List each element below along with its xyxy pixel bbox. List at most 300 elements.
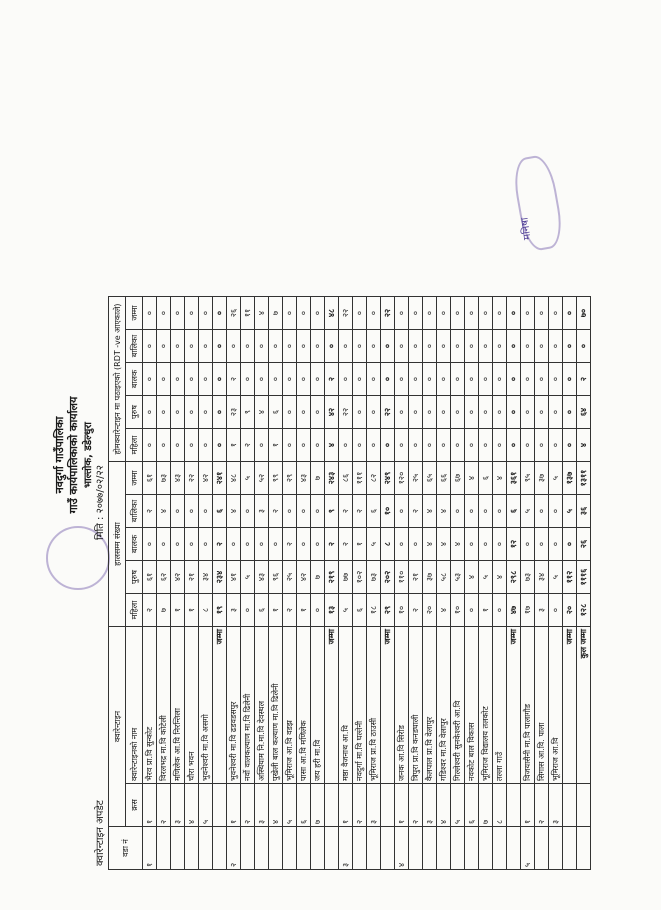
cell-count: ४२ <box>199 462 213 495</box>
cell-rdt-count: ० <box>381 429 395 462</box>
cell-sn: ६ <box>465 784 479 827</box>
cell-count: १२० <box>395 462 409 495</box>
cell-rdt-count: ० <box>437 297 451 330</box>
cell-count: ८ <box>199 594 213 627</box>
cell-rdt-count: ० <box>311 363 325 396</box>
cell-rdt-count: ० <box>549 396 563 429</box>
cell-count: २५ <box>283 561 297 594</box>
cell-count: ११२ <box>563 561 577 594</box>
table-row <box>353 297 367 870</box>
header-name: क्वारेन्टाइनको नाम <box>126 627 143 784</box>
cell-rdt-count: ० <box>493 363 507 396</box>
cell-count: ११० <box>395 561 409 594</box>
table-subtotal-row <box>563 297 577 870</box>
cell-rdt-count: ० <box>493 429 507 462</box>
cell-rdt-count: ० <box>157 363 171 396</box>
cell-rdt-count: ० <box>465 396 479 429</box>
cell-count: ० <box>185 528 199 561</box>
cell-count: ४३ <box>255 561 269 594</box>
cell-rdt-count: ० <box>367 330 381 363</box>
cell-name: भूमिराज आ.वि <box>549 627 563 784</box>
cell-rdt-count: ० <box>241 363 255 396</box>
cell-rdt-count: ० <box>423 297 437 330</box>
cell-name: विजयासैनी मा.वि पालागौड <box>521 627 535 784</box>
cell-rdt-count: ० <box>185 429 199 462</box>
header-sn: क्रस <box>126 784 143 827</box>
cell-rdt-count: ० <box>395 297 409 330</box>
cell-rdt-count: ० <box>409 330 423 363</box>
table-row <box>241 297 255 870</box>
cell-sn <box>381 784 395 827</box>
cell-rdt-count: २ <box>241 429 255 462</box>
cell-name: भूमिराज विद्यालय तलकोट <box>479 627 493 784</box>
cell-count: २१ <box>409 561 423 594</box>
cell-rdt-count: ० <box>171 297 185 330</box>
cell-rdt-count: ६४ <box>577 396 591 429</box>
cell-count: २ <box>283 528 297 561</box>
table-row <box>451 297 465 870</box>
cell-ward <box>283 827 297 870</box>
cell-rdt-count: ९ <box>241 396 255 429</box>
cell-count: ३ <box>535 594 549 627</box>
cell-sn: ३ <box>549 784 563 827</box>
cell-rdt-count: ० <box>185 297 199 330</box>
cell-count: ८६ <box>339 462 353 495</box>
cell-count: २९ <box>283 462 297 495</box>
header-girl: बालिका <box>126 495 143 528</box>
cell-count: ९५ <box>521 462 535 495</box>
cell-count: ० <box>521 528 535 561</box>
cell-rdt-count: ० <box>521 363 535 396</box>
cell-count: ९ <box>325 495 339 528</box>
cell-sn <box>213 784 227 827</box>
cell-count: १३ <box>325 594 339 627</box>
cell-count: ३ <box>255 495 269 528</box>
header-rdt-girl: बालिका <box>126 330 143 363</box>
cell-count: १ <box>185 594 199 627</box>
cell-rdt-count: ७० <box>577 297 591 330</box>
cell-ward <box>171 827 185 870</box>
cell-rdt-count: ० <box>171 429 185 462</box>
table-row <box>157 297 171 870</box>
cell-count: ९६ <box>269 561 283 594</box>
cell-rdt-count: ० <box>157 297 171 330</box>
cell-count: ४ <box>437 495 451 528</box>
cell-rdt-count: ० <box>367 297 381 330</box>
cell-rdt-count: ० <box>409 396 423 429</box>
table-row <box>269 297 283 870</box>
cell-count: ० <box>395 528 409 561</box>
cell-rdt-count: ० <box>185 330 199 363</box>
cell-name: भूमिराज प्रा.वि ठाउसी <box>367 627 381 784</box>
cell-name: तल्ला गाउँ <box>493 627 507 784</box>
cell-count: ० <box>535 528 549 561</box>
cell-rdt-count: ० <box>521 297 535 330</box>
cell-count: ० <box>171 495 185 528</box>
cell-count: २ <box>213 528 227 561</box>
cell-sn: ३ <box>255 784 269 827</box>
cell-count: ५३ <box>451 561 465 594</box>
cell-ward <box>241 827 255 870</box>
cell-rdt-count: ० <box>353 330 367 363</box>
table-row <box>409 297 423 870</box>
cell-count: २ <box>339 495 353 528</box>
table-subtotal-row <box>325 297 339 870</box>
cell-name: भुवनेश्वरी मा.वि असगो <box>199 627 213 784</box>
cell-sn: ७ <box>479 784 493 827</box>
cell-count: २४१ <box>213 462 227 495</box>
cell-rdt-count: ० <box>479 363 493 396</box>
cell-rdt-count: ४ <box>577 429 591 462</box>
cell-ward <box>549 827 563 870</box>
cell-rdt-count: ० <box>311 429 325 462</box>
cell-count: २ <box>409 495 423 528</box>
cell-rdt-count: २२ <box>339 297 353 330</box>
cell-rdt-count: ० <box>507 396 521 429</box>
cell-sn: ३ <box>423 784 437 827</box>
cell-count: ४१ <box>227 561 241 594</box>
table-subtotal-row <box>213 297 227 870</box>
cell-ward <box>255 827 269 870</box>
header-ward: वडा नं <box>109 827 143 870</box>
cell-rdt-count: ० <box>549 429 563 462</box>
cell-count: ७ <box>311 561 325 594</box>
cell-ward <box>577 827 591 870</box>
cell-count: २ <box>353 495 367 528</box>
cell-rdt-count: ० <box>143 363 157 396</box>
cell-count: ० <box>171 528 185 561</box>
cell-rdt-count: ० <box>213 396 227 429</box>
cell-count: ० <box>465 528 479 561</box>
cell-rdt-count: ० <box>283 396 297 429</box>
cell-count: २ <box>339 528 353 561</box>
cell-rdt-count: ० <box>283 330 297 363</box>
office-name: गाउँ कार्यपालिकाको कार्यालय <box>67 396 80 514</box>
cell-count: २ <box>143 495 157 528</box>
cell-count: ० <box>549 528 563 561</box>
cell-sn: ५ <box>451 784 465 827</box>
cell-rdt-count: ० <box>479 297 493 330</box>
cell-sn: २ <box>241 784 255 827</box>
cell-rdt-count: ० <box>381 363 395 396</box>
cell-sn <box>577 784 591 827</box>
signature: मनिषा <box>519 216 534 241</box>
cell-rdt-count: ० <box>199 429 213 462</box>
cell-rdt-count: ० <box>395 363 409 396</box>
cell-rdt-count: ० <box>563 297 577 330</box>
cell-rdt-count: ० <box>465 363 479 396</box>
cell-count: ४ <box>157 495 171 528</box>
cell-count: २४३ <box>325 462 339 495</box>
document-date: मिति : २०७७/०२/२२ <box>95 465 106 540</box>
cell-name: जम्मा <box>213 627 227 784</box>
cell-rdt-count: ० <box>535 330 549 363</box>
cell-sn: १ <box>143 784 157 827</box>
cell-count: ४ <box>437 594 451 627</box>
cell-ward <box>185 827 199 870</box>
header-boy: बालक <box>126 528 143 561</box>
cell-count: १११६ <box>577 561 591 594</box>
cell-sn: ४ <box>185 784 199 827</box>
cell-count: २२ <box>185 462 199 495</box>
cell-count: १२ <box>507 528 521 561</box>
cell-rdt-count: ० <box>367 396 381 429</box>
cell-rdt-count: ० <box>199 297 213 330</box>
cell-rdt-count: ४ <box>255 396 269 429</box>
cell-count: २१ <box>185 561 199 594</box>
cell-count: ० <box>255 528 269 561</box>
cell-rdt-count: ० <box>311 297 325 330</box>
cell-rdt-count: ० <box>409 429 423 462</box>
cell-rdt-count: ० <box>451 330 465 363</box>
cell-sn <box>325 784 339 827</box>
cell-rdt-count: ० <box>283 363 297 396</box>
office-location: भाल्तोक, डडेल्धुरा <box>83 422 94 488</box>
cell-rdt-count: ० <box>227 330 241 363</box>
cell-rdt-count: ० <box>507 330 521 363</box>
cell-count: ० <box>563 528 577 561</box>
cell-ward <box>297 827 311 870</box>
cell-count: १८ <box>367 594 381 627</box>
header-male: पुरुष <box>126 561 143 594</box>
cell-rdt-count: ० <box>339 429 353 462</box>
cell-ward <box>479 827 493 870</box>
cell-count: ४ <box>423 495 437 528</box>
cell-name: जम्मा <box>381 627 395 784</box>
cell-count: ० <box>241 594 255 627</box>
cell-sn: १ <box>521 784 535 827</box>
cell-count: ५ <box>339 594 353 627</box>
cell-rdt-count: ४ <box>255 297 269 330</box>
cell-count: १३७ <box>563 462 577 495</box>
cell-sn <box>507 784 521 827</box>
cell-sn: २ <box>353 784 367 827</box>
cell-rdt-count: ० <box>367 429 381 462</box>
cell-rdt-count: ० <box>297 363 311 396</box>
cell-rdt-count: ० <box>479 396 493 429</box>
cell-rdt-count: ० <box>255 363 269 396</box>
table-row <box>143 297 157 870</box>
cell-count: ५ <box>563 495 577 528</box>
cell-rdt-count: ० <box>143 330 157 363</box>
cell-ward: ४ <box>395 827 409 870</box>
cell-count: २० <box>423 594 437 627</box>
cell-count: ४ <box>465 561 479 594</box>
cell-name: कुल जम्मा <box>577 627 591 784</box>
cell-count: ५ <box>549 462 563 495</box>
cell-name: जय हरी मा.वि <box>311 627 325 784</box>
cell-rdt-count: ० <box>171 396 185 429</box>
cell-name: नवकोट बाल विकास <box>465 627 479 784</box>
cell-count: ० <box>199 528 213 561</box>
table-row <box>199 297 213 870</box>
rotated-document <box>48 40 608 870</box>
cell-rdt-count: ११ <box>241 297 255 330</box>
cell-count: १ <box>297 594 311 627</box>
cell-rdt-count: ० <box>395 396 409 429</box>
cell-rdt-count: ० <box>339 363 353 396</box>
cell-ward <box>311 827 325 870</box>
table-body <box>143 297 591 870</box>
cell-sn: १ <box>339 784 353 827</box>
cell-count: ४२ <box>297 561 311 594</box>
cell-rdt-count: ० <box>535 396 549 429</box>
cell-ward <box>213 827 227 870</box>
cell-rdt-count: ० <box>157 330 171 363</box>
cell-rdt-count: ० <box>395 330 409 363</box>
cell-rdt-count: २ <box>227 363 241 396</box>
cell-name: कैलपाल प्रा.वि वेलापुर <box>423 627 437 784</box>
table-row <box>185 297 199 870</box>
cell-count: ४ <box>493 561 507 594</box>
table-subtotal-row <box>577 297 591 870</box>
cell-rdt-count: ० <box>563 396 577 429</box>
cell-count: ६ <box>367 495 381 528</box>
cell-rdt-count: ० <box>535 297 549 330</box>
cell-rdt-count: ० <box>451 396 465 429</box>
cell-count: १ <box>171 594 185 627</box>
cell-rdt-count: ० <box>423 396 437 429</box>
cell-count: ० <box>549 495 563 528</box>
cell-rdt-count: २३ <box>227 396 241 429</box>
cell-rdt-count: ० <box>437 363 451 396</box>
cell-rdt-count: ० <box>451 363 465 396</box>
header-rdt-female: महिला <box>126 429 143 462</box>
cell-rdt-count: ० <box>283 429 297 462</box>
cell-rdt-count: ० <box>577 330 591 363</box>
document-title: क्वारेन्टाइन अपडेट <box>95 800 106 866</box>
cell-rdt-count: ० <box>465 429 479 462</box>
cell-count: ४३ <box>297 462 311 495</box>
table-row <box>283 297 297 870</box>
municipality-name: नवदुर्गा गाउँपालिका <box>53 416 66 494</box>
cell-rdt-count: ० <box>297 396 311 429</box>
header-rdt-boy: बालक <box>126 363 143 396</box>
cell-rdt-count: १ <box>227 429 241 462</box>
cell-count: ४ <box>451 528 465 561</box>
cell-rdt-count: ६ <box>269 396 283 429</box>
table-row <box>311 297 325 870</box>
cell-rdt-count: ० <box>465 330 479 363</box>
cell-count: ६७ <box>451 462 465 495</box>
cell-count: ४ <box>227 495 241 528</box>
cell-rdt-count: ० <box>269 363 283 396</box>
cell-name: जनक आ.वि सिरोड <box>395 627 409 784</box>
header-total-count: हालसम्म संख्या <box>109 462 126 627</box>
cell-rdt-count: ० <box>241 330 255 363</box>
cell-rdt-count: ० <box>157 429 171 462</box>
cell-count: २०२ <box>381 561 395 594</box>
cell-sn: ६ <box>297 784 311 827</box>
cell-count: ५ <box>521 495 535 528</box>
cell-rdt-count: ० <box>493 297 507 330</box>
cell-rdt-count: ० <box>563 429 577 462</box>
cell-rdt-count: ० <box>143 396 157 429</box>
cell-name: गिल्लेश्वरी सुनकेश्वरी आ.वि <box>451 627 465 784</box>
cell-name: चौरा भवन <box>185 627 199 784</box>
cell-count: २ <box>143 594 157 627</box>
cell-ward <box>199 827 213 870</box>
table-row <box>395 297 409 870</box>
cell-rdt-count: ० <box>353 363 367 396</box>
cell-count: ७ <box>157 594 171 627</box>
cell-ward <box>353 827 367 870</box>
cell-ward: २ <box>227 827 241 870</box>
cell-count: ४ <box>437 528 451 561</box>
cell-name: जम्मा <box>507 627 521 784</box>
cell-rdt-count: ० <box>325 330 339 363</box>
cell-sn: ३ <box>171 784 185 827</box>
cell-count: ५ <box>367 528 381 561</box>
cell-rdt-count: ० <box>479 429 493 462</box>
cell-name: जम्मा <box>563 627 577 784</box>
cell-count: ५२ <box>255 462 269 495</box>
cell-rdt-count: ० <box>493 330 507 363</box>
cell-count: ६ <box>213 495 227 528</box>
cell-rdt-count: ० <box>311 330 325 363</box>
cell-sn: ८ <box>493 784 507 827</box>
cell-count: ६ <box>479 462 493 495</box>
cell-count: ० <box>479 528 493 561</box>
cell-ward <box>507 827 521 870</box>
cell-count: ० <box>493 495 507 528</box>
cell-sn: २ <box>409 784 423 827</box>
cell-sn: २ <box>535 784 549 827</box>
cell-sn: १ <box>227 784 241 827</box>
cell-count: ० <box>479 495 493 528</box>
cell-name: पुखेली बाल कल्याण मा.वि ढिलेनी <box>269 627 283 784</box>
header-quarantine: क्वारेन्टाइन <box>109 627 126 827</box>
cell-count: २ <box>283 594 297 627</box>
cell-count: ३६ <box>577 495 591 528</box>
cell-count: ४८ <box>227 462 241 495</box>
cell-count: ७३ <box>157 462 171 495</box>
cell-count: ६ <box>507 495 521 528</box>
cell-count: ६६ <box>437 462 451 495</box>
cell-rdt-count: ० <box>521 396 535 429</box>
cell-count: १११ <box>353 462 367 495</box>
cell-count: ५ <box>241 462 255 495</box>
cell-count: ० <box>227 528 241 561</box>
cell-count: ४२ <box>171 561 185 594</box>
cell-count: ० <box>311 495 325 528</box>
cell-count: ० <box>269 528 283 561</box>
cell-count: ० <box>535 495 549 528</box>
table-row <box>339 297 353 870</box>
cell-count: १९ <box>213 594 227 627</box>
cell-rdt-count: ० <box>507 429 521 462</box>
cell-rdt-count: ० <box>409 363 423 396</box>
cell-rdt-count: ० <box>535 363 549 396</box>
table-row <box>227 297 241 870</box>
cell-name: विरलभद्र मा.वि कोटेली <box>157 627 171 784</box>
cell-name: गडिश्वर मा.वि वेलापुर <box>437 627 451 784</box>
cell-ward <box>451 827 465 870</box>
cell-name: नर्वो वालकल्याण मा.वि ढिलेनी <box>241 627 255 784</box>
cell-rdt-count: ० <box>255 429 269 462</box>
cell-count: ३७ <box>423 561 437 594</box>
cell-count: ० <box>297 528 311 561</box>
cell-count: ४३ <box>171 462 185 495</box>
cell-count: ० <box>143 528 157 561</box>
cell-rdt-count: ४२ <box>325 396 339 429</box>
cell-ward: १ <box>143 827 157 870</box>
cell-count: ६५ <box>423 462 437 495</box>
cell-rdt-count: ० <box>409 297 423 330</box>
cell-count: ५ <box>241 561 255 594</box>
table-row <box>493 297 507 870</box>
cell-rdt-count: ० <box>297 330 311 363</box>
